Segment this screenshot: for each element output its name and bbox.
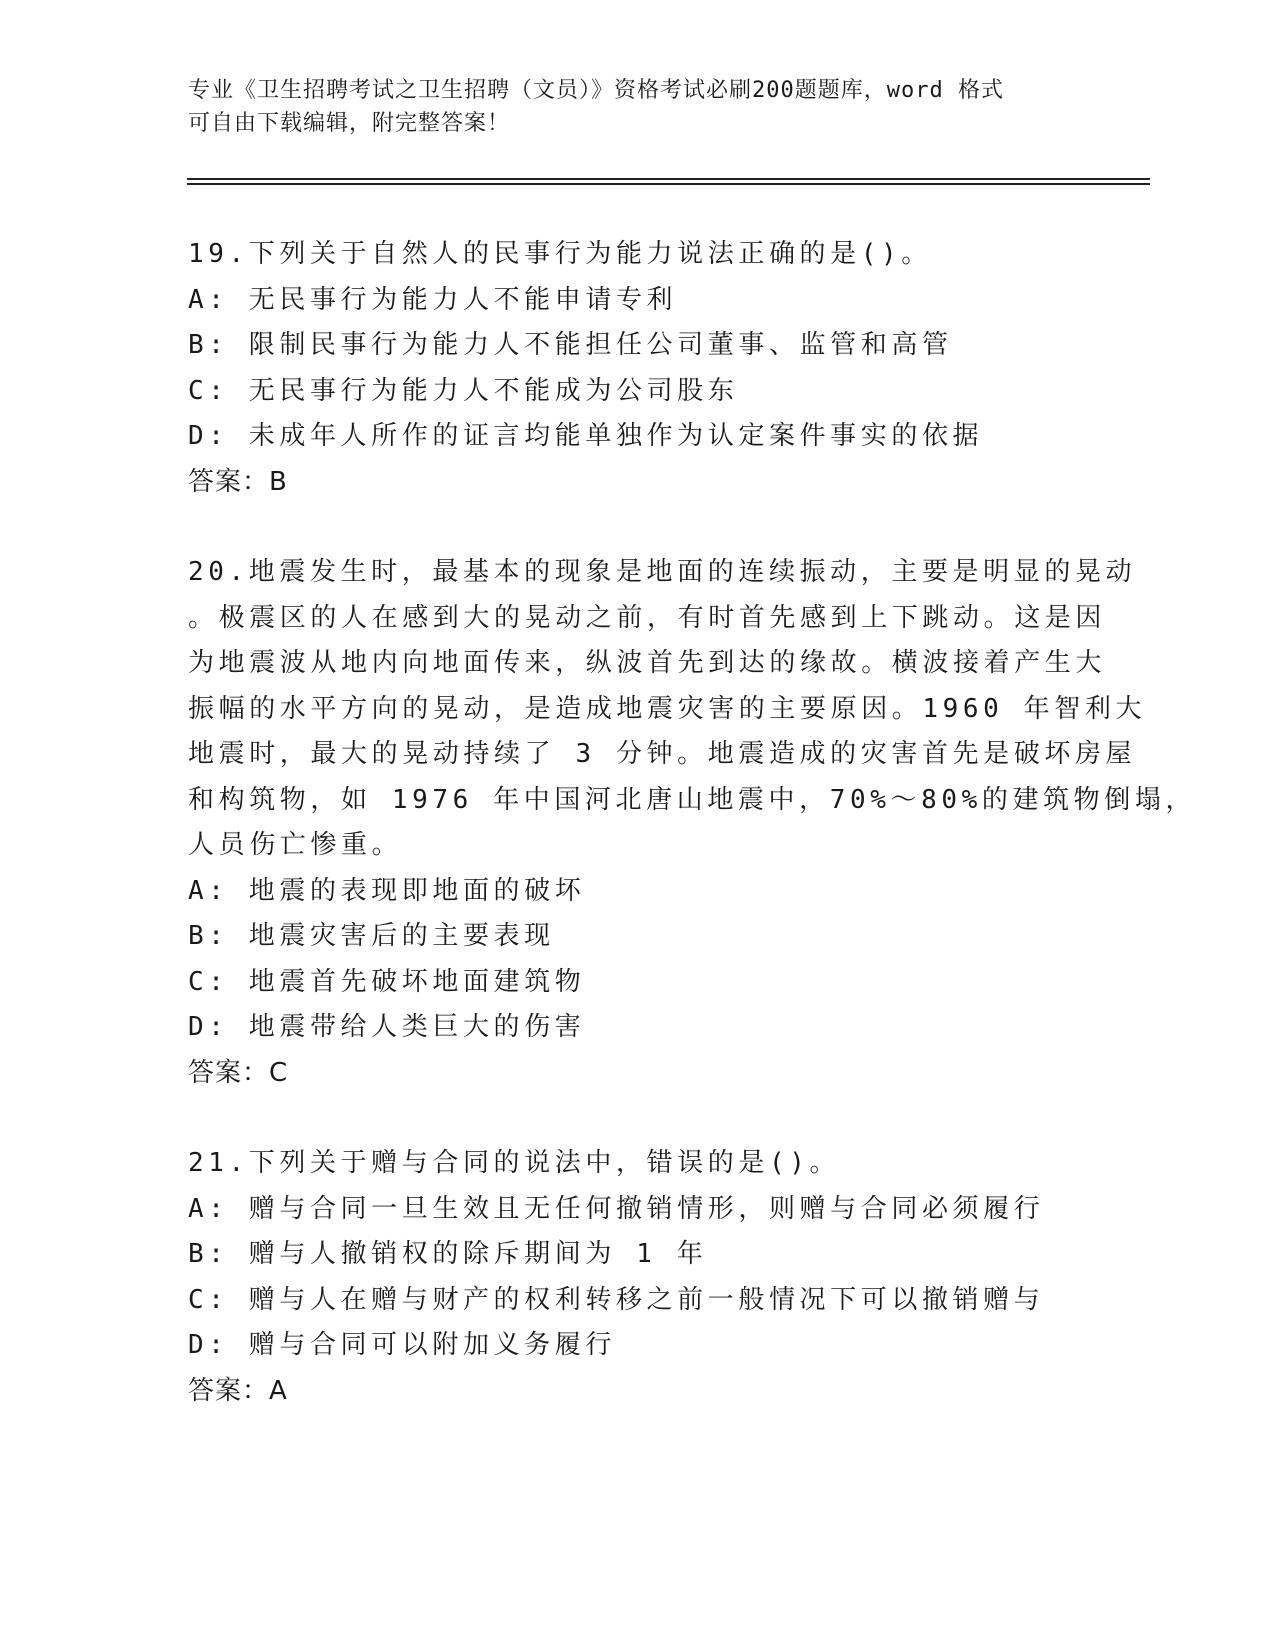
answer-line: 答案：B xyxy=(188,466,288,497)
header-divider-top xyxy=(187,178,1150,180)
question-stem-line: 地震时，最大的晃动持续了 3 分钟。地震造成的灾害首先是破坏房屋 xyxy=(188,739,1137,769)
answer-line: 答案：A xyxy=(188,1375,288,1406)
option-c: C: 地震首先破坏地面建筑物 xyxy=(188,966,586,997)
question-stem-line: 20.地震发生时，最基本的现象是地面的连续振动，主要是明显的晃动 xyxy=(188,557,1137,587)
option-b: B: 地震灾害后的主要表现 xyxy=(188,921,555,951)
header-line: 可自由下载编辑，附完整答案！ xyxy=(188,111,511,136)
option-c: C: 赠与人在赠与财产的权利转移之前一般情况下可以撤销赠与 xyxy=(188,1284,1045,1315)
question-stem-line: 为地震波从地内向地面传来，纵波首先到达的缘故。横波接着产生大 xyxy=(188,648,1107,678)
option-b: B: 赠与人撤销权的除斥期间为 1 年 xyxy=(188,1239,708,1269)
question-stem-line: 人员伤亡惨重。 xyxy=(188,830,403,860)
document-header xyxy=(188,74,1088,140)
question-19 xyxy=(188,232,1088,505)
option-a: A: 地震的表现即地面的破坏 xyxy=(188,875,586,906)
question-stem-line: 和构筑物，如 1976 年中国河北唐山地震中，70%～80%的建筑物倒塌， xyxy=(188,784,1197,815)
question-stem-line: 。极震区的人在感到大的晃动之前，有时首先感到上下跳动。这是因 xyxy=(188,602,1107,633)
option-c: C: 无民事行为能力人不能成为公司股东 xyxy=(188,375,739,406)
question-stem: 21.下列关于赠与合同的说法中，错误的是()。 xyxy=(188,1148,841,1178)
header-divider-bottom xyxy=(187,183,1150,185)
option-a: A: 赠与合同一旦生效且无任何撤销情形，则赠与合同必须履行 xyxy=(188,1193,1045,1224)
option-b: B: 限制民事行为能力人不能担任公司董事、监管和高管 xyxy=(188,330,953,360)
option-d: D: 地震带给人类巨大的伤害 xyxy=(188,1012,586,1042)
question-list xyxy=(188,232,1197,1414)
question-20 xyxy=(188,550,1197,1096)
answer-line: 答案：C xyxy=(188,1057,289,1088)
option-a: A: 无民事行为能力人不能申请专利 xyxy=(188,284,678,315)
question-stem-line: 振幅的水平方向的晃动，是造成地震灾害的主要原因。1960 年智利大 xyxy=(188,693,1147,724)
option-d: D: 未成年人所作的证言均能单独作为认定案件事实的依据 xyxy=(188,421,984,451)
question-stem: 19.下列关于自然人的民事行为能力说法正确的是()。 xyxy=(188,239,932,269)
question-21 xyxy=(188,1141,1088,1414)
option-d: D: 赠与合同可以附加义务履行 xyxy=(188,1330,616,1360)
header-line: 专业《卫生招聘考试之卫生招聘（文员）》资格考试必刷200题题库，word 格式 xyxy=(188,78,1004,103)
